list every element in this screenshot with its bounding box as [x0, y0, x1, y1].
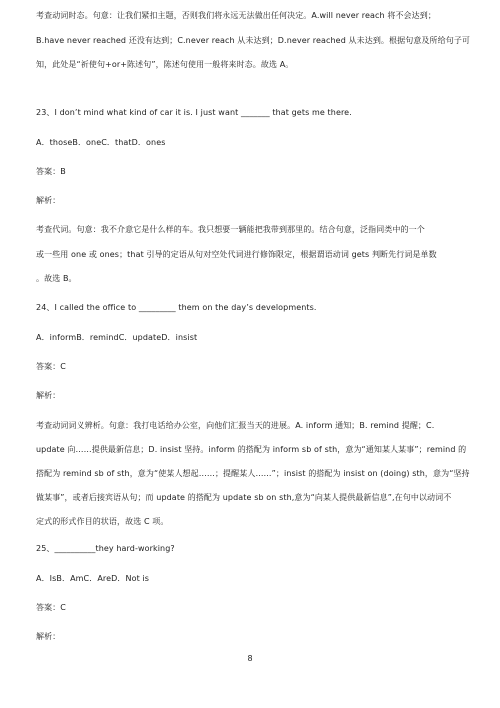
explanation-line: 。故选 B。 [36, 274, 77, 283]
options-24: A．informB．remindC．updateD．insist [36, 333, 198, 342]
options-25: A．IsB．AmC．AreD．Not is [36, 574, 150, 583]
page-number: 8 [247, 654, 253, 663]
explanation-line: 考查动词词义辨析。句意：我打电话给办公室，向他们汇报当天的进展。A. inform 通知；B. remind 提醒；C. [36, 421, 435, 430]
explanation-line: 考查动词时态。句意：让我们紧扣主题，否则我们将永远无法做出任何决定。A.will never reach 将不会达到； [36, 11, 436, 20]
explanation-line: 搭配为 remind sb of sth，意为“使某人想起……；提醒某人……”；insist 的搭配为 insist on (doing) sth，意为“坚持 [36, 469, 470, 478]
question-23: 23、I don’t mind what kind of car it is. I just want _______ that gets me there. [36, 108, 352, 117]
question-24: 24、I called the office to _________ them on the day’s developments. [36, 303, 317, 312]
explanation-line: 做某事”，或者后接宾语从句；而 update 的搭配为 update sb on sth,意为“向某人提供最新信息”,在句中以动词不 [36, 493, 452, 502]
analysis-label-25: 解析： [36, 632, 61, 641]
question-25: 25、__________they hard-working? [36, 544, 175, 553]
analysis-label-23: 解析： [36, 196, 61, 205]
answer-23: 答案：B [36, 167, 66, 176]
explanation-line: update 向……提供最新信息；D. insist 坚持。inform 的搭配为 inform sb of sth，意为“通知某人某事”；remind 的 [36, 445, 467, 454]
explanation-line: 或一些用 one 或 ones；that 引导的定语从句对空处代词进行修饰限定，根据谓语动词 gets 判断先行词是单数 [36, 250, 437, 259]
explanation-line: B.have never reached 还没有达到；C.never reach 从未达到；D.never reached 从未达到。根据句意及所给句子可 [36, 36, 471, 45]
answer-25: 答案：C [36, 603, 66, 612]
options-23: A．thoseB．oneC．thatD．ones [36, 138, 166, 147]
explanation-line: 定式的形式作目的状语，故选 C 项。 [36, 517, 169, 526]
explanation-line: 知，此处是“祈使句+or+陈述句”，陈述句使用一般将来时态。故选 A。 [36, 60, 294, 69]
explanation-line: 考查代词。句意：我不介意它是什么样的车。我只想要一辆能把我带到那里的。结合句意，泛指同类中的一个 [36, 225, 425, 234]
analysis-label-24: 解析： [36, 391, 61, 400]
answer-24: 答案：C [36, 362, 66, 371]
